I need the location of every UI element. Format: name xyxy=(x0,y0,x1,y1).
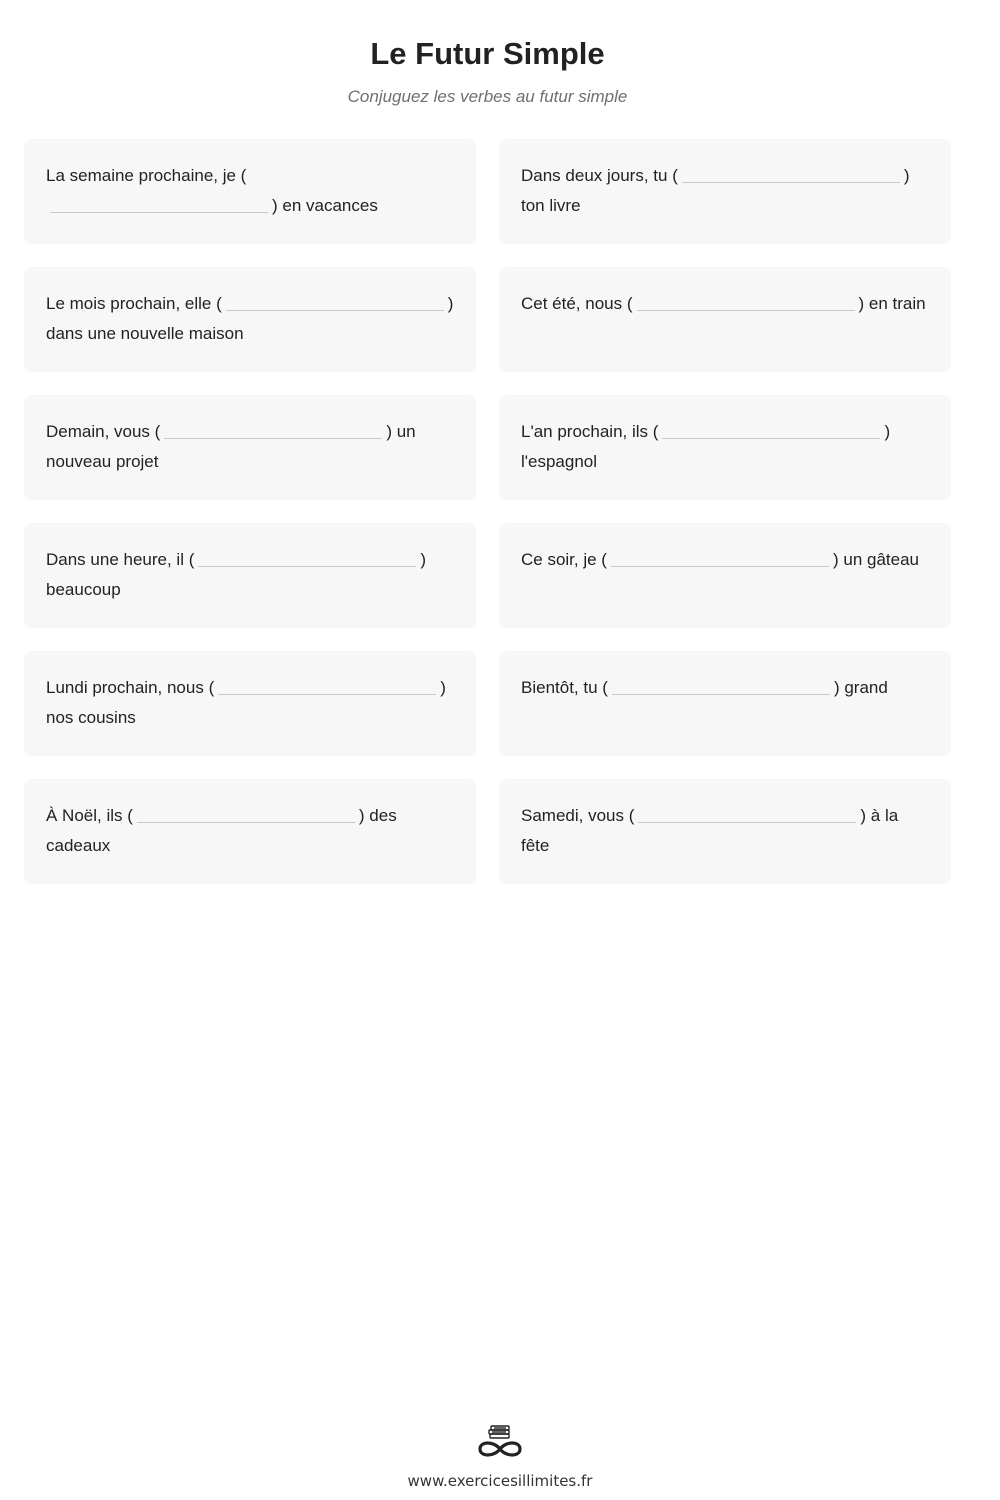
answer-blank[interactable] xyxy=(50,194,268,213)
answer-blank[interactable] xyxy=(637,292,855,311)
exercise-text-before: L'an prochain, ils ( xyxy=(521,422,659,441)
exercise-text-before: La semaine prochaine, je ( xyxy=(46,166,247,185)
website-link[interactable]: www.exercicesillimites.fr xyxy=(407,1472,593,1490)
exercise-text-before: Lundi prochain, nous ( xyxy=(46,678,215,697)
exercise-card-9 xyxy=(24,651,476,756)
exercise-text-after: ) en vacances xyxy=(272,196,378,215)
worksheet-header xyxy=(0,0,975,108)
exercise-card-6 xyxy=(499,395,951,500)
exercise-text-before: Cet été, nous ( xyxy=(521,294,633,313)
page-title: Le Futur Simple xyxy=(370,36,605,71)
answer-blank[interactable] xyxy=(612,676,830,695)
answer-blank[interactable] xyxy=(682,164,900,183)
exercise-grid xyxy=(24,139,951,884)
exercise-card-12 xyxy=(499,779,951,884)
exercise-card-1 xyxy=(24,139,476,244)
infinity-books-icon xyxy=(474,1422,526,1462)
exercise-text-after: ) en train xyxy=(858,294,926,313)
answer-blank[interactable] xyxy=(611,548,829,567)
page-subtitle: Conjuguez les verbes au futur simple xyxy=(347,87,628,106)
exercise-card-7 xyxy=(24,523,476,628)
exercise-card-8 xyxy=(499,523,951,628)
exercise-text-after: ) un nouveau projet xyxy=(46,422,416,471)
answer-blank[interactable] xyxy=(198,548,416,567)
exercise-text-after: ) dans une nouvelle maison xyxy=(46,294,454,343)
exercise-text-before: Dans une heure, il ( xyxy=(46,550,195,569)
exercise-card-2 xyxy=(499,139,951,244)
exercise-text-after: ) à la fête xyxy=(521,806,899,855)
exercise-text-before: Bientôt, tu ( xyxy=(521,678,608,697)
exercise-text-after: ) grand xyxy=(833,678,888,697)
answer-blank[interactable] xyxy=(638,804,856,823)
exercise-text-before: À Noël, ils ( xyxy=(46,806,133,825)
exercise-text-after: ) beaucoup xyxy=(46,550,427,599)
exercise-card-3 xyxy=(24,267,476,372)
exercise-text-after: ) un gâteau xyxy=(832,550,919,569)
exercise-card-4 xyxy=(499,267,951,372)
answer-blank[interactable] xyxy=(226,292,444,311)
exercise-text-after: ) nos cousins xyxy=(46,678,446,727)
exercise-text-before: Demain, vous ( xyxy=(46,422,161,441)
exercise-text-before: Ce soir, je ( xyxy=(521,550,607,569)
answer-blank[interactable] xyxy=(137,804,355,823)
exercise-text-after: ) l'espagnol xyxy=(521,422,891,471)
answer-blank[interactable] xyxy=(164,420,382,439)
exercise-text-before: Dans deux jours, tu ( xyxy=(521,166,678,185)
exercise-text-before: Samedi, vous ( xyxy=(521,806,635,825)
answer-blank[interactable] xyxy=(218,676,436,695)
footer xyxy=(0,1422,1000,1490)
exercise-card-5 xyxy=(24,395,476,500)
exercise-text-after: ) des cadeaux xyxy=(46,806,397,855)
exercise-text-after: ) ton livre xyxy=(521,166,910,215)
exercise-card-10 xyxy=(499,651,951,756)
exercise-text-before: Le mois prochain, elle ( xyxy=(46,294,222,313)
answer-blank[interactable] xyxy=(662,420,880,439)
exercise-card-11 xyxy=(24,779,476,884)
